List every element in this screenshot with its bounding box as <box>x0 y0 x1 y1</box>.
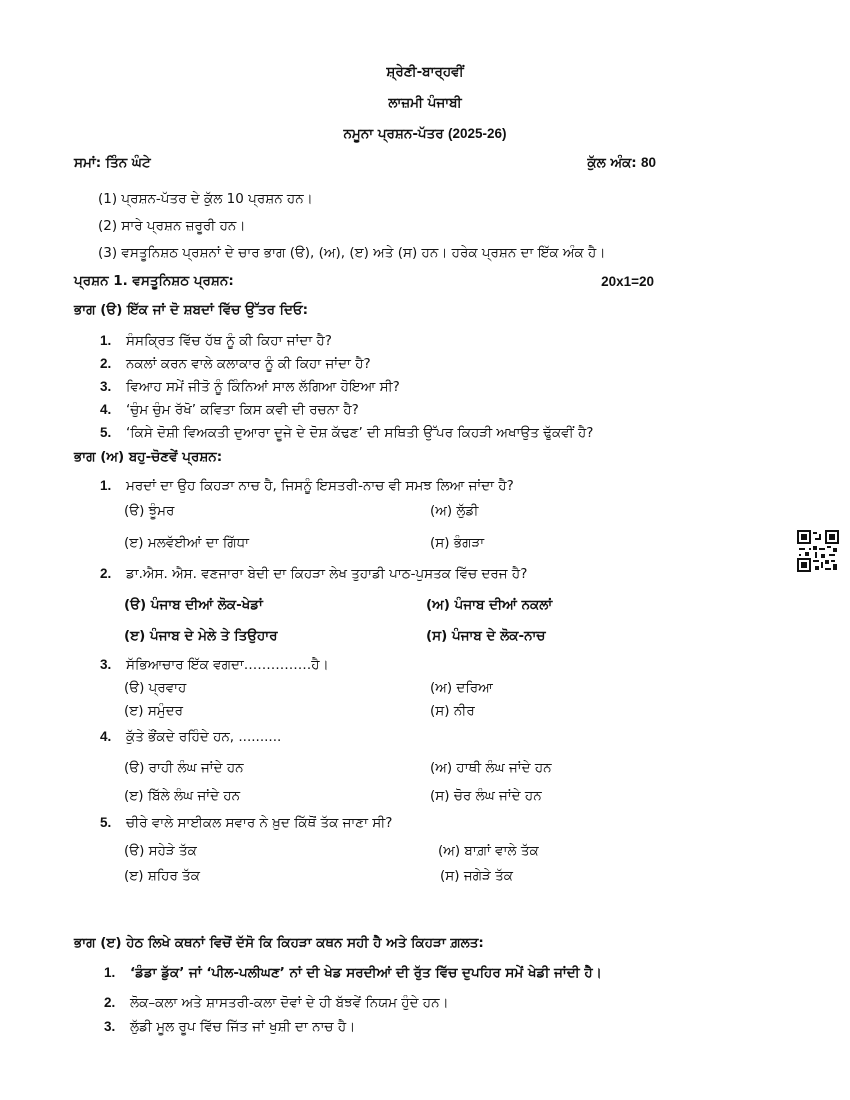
total-marks <box>587 155 656 171</box>
part-a-heading: ਭਾਗ (ੳ) ਇੱਕ ਜਾਂ ਦੋ ਸ਼ਬਦਾਂ ਵਿੱਚ ਉੱਤਰ ਦਿਓ: <box>74 302 309 318</box>
question-number: 4. <box>100 402 112 417</box>
question-text: ਸੱਭਿਆਚਾਰ ਇੱਕ ਵਗਦਾ……………ਹੈ। <box>126 657 329 673</box>
question-text: ਵਿਆਹ ਸਮੇਂ ਜੀਤੋ ਨੂੰ ਕਿੰਨਿਆਂ ਸਾਲ ਲੱਗਿਆ ਹੋਇਆ ਸੀ? <box>126 379 400 395</box>
option: (ੳ) ਸਹੇੜੇ ਤੱਕ <box>124 843 197 859</box>
part-a-question <box>100 356 371 372</box>
option: (ਸ) ਭੰਗੜਾ <box>430 535 485 551</box>
question-text: ਕੁੱਤੇ ਭੌਂਕਦੇ ਰਹਿੰਦੇ ਹਨ, .......... <box>126 729 282 745</box>
question-number: 2. <box>100 356 112 371</box>
question-text: ਮਰਦਾਂ ਦਾ ਉਹ ਕਿਹੜਾ ਨਾਚ ਹੈ, ਜਿਸਨੂੰ ਇਸਤਰੀ-ਨਾਚ ਵੀ ਸਮਝ ਲਿਆ ਜਾਂਦਾ ਹੈ? <box>126 478 514 494</box>
question-text: ਲੋਕ–ਕਲਾ ਅਤੇ ਸ਼ਾਸਤਰੀ-ਕਲਾ ਦੋਵਾਂ ਦੇ ਹੀ ਬੱਝਵੇਂ ਨਿਯਮ ਹੁੰਦੇ ਹਨ। <box>130 995 449 1011</box>
question-text: ‘ਚੁੰਮ ਚੁੰਮ ਰੱਖੋ’ ਕਵਿਤਾ ਕਿਸ ਕਵੀ ਦੀ ਰਚਨਾ ਹੈ? <box>126 402 359 418</box>
option: (ੳ) ਰਾਹੀ ਲੰਘ ਜਾਂਦੇ ਹਨ <box>124 760 244 776</box>
part-c-question <box>104 1019 355 1035</box>
part-a-question <box>100 379 400 395</box>
part-b-heading: ਭਾਗ (ਅ) ਬਹੁ-ਚੋਣਵੇਂ ਪ੍ਰਸ਼ਨ: <box>74 449 223 465</box>
question-number: 3. <box>104 1019 116 1034</box>
part-b-question <box>100 478 514 494</box>
question-text: ਚੀਰੇ ਵਾਲੇ ਸਾਈਕਲ ਸਵਾਰ ਨੇ ਖ਼ੁਦ ਕਿੱਥੋਂ ਤੱਕ ਜਾਣਾ ਸੀ? <box>126 815 393 831</box>
option: (ੲ) ਸਮੁੰਦਰ <box>124 703 183 719</box>
instruction-1: (1) ਪ੍ਰਸ਼ਨ-ਪੱਤਰ ਦੇ ਕੁੱਲ 10 ਪ੍ਰਸ਼ਨ ਹਨ। <box>98 191 313 207</box>
part-c-heading: ਭਾਗ (ੲ) ਹੇਠ ਲਿਖੇ ਕਥਨਾਂ ਵਿਚੋਂ ਦੱਸੋ ਕਿ ਕਿਹੜਾ ਕਥਨ ਸਹੀ ਹੈ ਅਤੇ ਕਿਹੜਾ ਗ਼ਲਤ: <box>74 935 484 951</box>
paper-title <box>0 126 850 142</box>
question-number: 4. <box>100 729 112 744</box>
question-number: 1. <box>104 965 116 980</box>
option: (ਸ) ਚੋਰ ਲੰਘ ਜਾਂਦੇ ਹਨ <box>430 788 542 804</box>
question-number: 1. <box>100 333 112 348</box>
question-text: ‘ਕਿਸੇ ਦੋਸ਼ੀ ਵਿਅਕਤੀ ਦੁਆਰਾ ਦੂਜੇ ਦੇ ਦੋਸ਼ ਕੱਢਣ’ ਦੀ ਸਥਿਤੀ ਉੱਪਰ ਕਿਹੜੀ ਅਖਾਉਤ ਢੁੱਕਵੀਂ ਹੈ? <box>126 425 594 441</box>
total-marks-value: 80 <box>640 155 656 170</box>
subject-title: ਲਾਜ਼ਮੀ ਪੰਜਾਬੀ <box>388 95 462 111</box>
qr-code <box>797 530 839 572</box>
question-text: ਲੁੱਡੀ ਮੂਲ ਰੂਪ ਵਿੱਚ ਜਿੱਤ ਜਾਂ ਖੁਸ਼ੀ ਦਾ ਨਾਚ ਹੈ। <box>130 1019 356 1035</box>
question-text: ‘ਡੰਡਾ ਡੁੱਕ’ ਜਾਂ ‘ਪੀਲ-ਪਲੀਘਣ’ ਨਾਂ ਦੀ ਖੇਡ ਸਰਦੀਆਂ ਦੀ ਰੁੱਤ ਵਿੱਚ ਦੁਪਹਿਰ ਸਮੇਂ ਖੇਡੀ ਜਾਂਦੀ ਹੈ। <box>130 965 602 981</box>
instruction-2: (2) ਸਾਰੇ ਪ੍ਰਸ਼ਨ ਜ਼ਰੂਰੀ ਹਨ। <box>98 218 246 234</box>
option: (ੲ) ਬਿੱਲੇ ਲੰਘ ਜਾਂਦੇ ਹਨ <box>124 788 241 804</box>
instruction-3: (3) ਵਸਤੂਨਿਸ਼ਠ ਪ੍ਰਸ਼ਨਾਂ ਦੇ ਚਾਰ ਭਾਗ (ੳ), (ਅ), (ੲ) ਅਤੇ (ਸ) ਹਨ। ਹਰੇਕ ਪ੍ਰਸ਼ਨ ਦਾ ਇੱਕ ਅੰਕ ਹੈ। <box>98 245 606 261</box>
option: (ਸ) ਜਗੇੜੇ ਤੱਕ <box>440 868 513 884</box>
option: (ਅ) ਬਾਗ਼ਾਂ ਵਾਲੇ ਤੱਕ <box>438 843 539 859</box>
part-b-question <box>100 729 281 745</box>
option: (ੳ) ਪੰਜਾਬ ਦੀਆਂ ਲੋਕ-ਖੇਡਾਂ <box>124 597 263 613</box>
option: (ੲ) ਮਲਵੱਈਆਂ ਦਾ ਗਿੱਧਾ <box>124 535 250 551</box>
part-a-question <box>100 425 593 441</box>
part-c-question <box>104 965 602 981</box>
question-number: 5. <box>100 425 112 440</box>
option: (ੳ) ਝੂੰਮਰ <box>124 503 175 519</box>
option: (ੲ) ਪੰਜਾਬ ਦੇ ਮੇਲੇ ਤੇ ਤਿਉਹਾਰ <box>124 628 278 644</box>
option: (ਅ) ਲੁੱਡੀ <box>430 503 479 519</box>
time-label: ਸਮਾਂ: ਤਿੰਨ ਘੰਟੇ <box>74 155 151 171</box>
question-1-marks: 20x1=20 <box>601 274 654 289</box>
option: (ਅ) ਪੰਜਾਬ ਦੀਆਂ ਨਕਲਾਂ <box>426 597 553 613</box>
part-b-question <box>100 566 527 582</box>
part-b-question <box>100 657 329 673</box>
paper-year: (2025-26) <box>447 126 507 141</box>
part-a-question <box>100 402 359 418</box>
question-number: 3. <box>100 657 112 672</box>
question-number: 5. <box>100 815 112 830</box>
class-title: ਸ਼੍ਰੇਣੀ-ਬਾਰ੍ਹਵੀਂ <box>386 64 464 80</box>
question-number: 2. <box>104 995 116 1010</box>
question-number: 1. <box>100 478 112 493</box>
total-marks-label: ਕੁੱਲ ਅੰਕ: <box>587 155 637 171</box>
option: (ਅ) ਦਰਿਆ <box>430 680 493 696</box>
option: (ੲ) ਸ਼ਹਿਰ ਤੱਕ <box>124 868 200 884</box>
question-text: ਸੰਸਕ੍ਰਿਤ ਵਿੱਚ ਹੱਥ ਨੂੰ ਕੀ ਕਿਹਾ ਜਾਂਦਾ ਹੈ? <box>126 333 332 349</box>
question-1-title: ਪ੍ਰਸ਼ਨ 1. ਵਸਤੂਨਿਸ਼ਠ ਪ੍ਰਸ਼ਨ: <box>74 273 234 289</box>
option: (ੳ) ਪ੍ਰਵਾਹ <box>124 680 187 696</box>
option: (ਸ) ਪੰਜਾਬ ਦੇ ਲੋਕ-ਨਾਚ <box>426 628 546 644</box>
question-number: 2. <box>100 566 112 581</box>
question-text: ਡਾ.ਐਸ. ਐਸ. ਵਣਜਾਰਾ ਬੇਦੀ ਦਾ ਕਿਹੜਾ ਲੇਖ ਤੁਹਾਡੀ ਪਾਠ-ਪੁਸਤਕ ਵਿੱਚ ਦਰਜ ਹੈ? <box>126 566 528 582</box>
part-a-question <box>100 333 332 349</box>
question-number: 3. <box>100 379 112 394</box>
paper-title-prefix: ਨਮੂਨਾ ਪ੍ਰਸ਼ਨ-ਪੱਤਰ <box>343 126 444 142</box>
part-c-question <box>104 995 449 1011</box>
part-b-question <box>100 815 392 831</box>
option: (ਅ) ਹਾਥੀ ਲੰਘ ਜਾਂਦੇ ਹਨ <box>430 760 552 776</box>
question-text: ਨਕਲਾਂ ਕਰਨ ਵਾਲੇ ਕਲਾਕਾਰ ਨੂੰ ਕੀ ਕਿਹਾ ਜਾਂਦਾ ਹੈ? <box>126 356 371 372</box>
option: (ਸ) ਨੀਰ <box>430 703 475 719</box>
